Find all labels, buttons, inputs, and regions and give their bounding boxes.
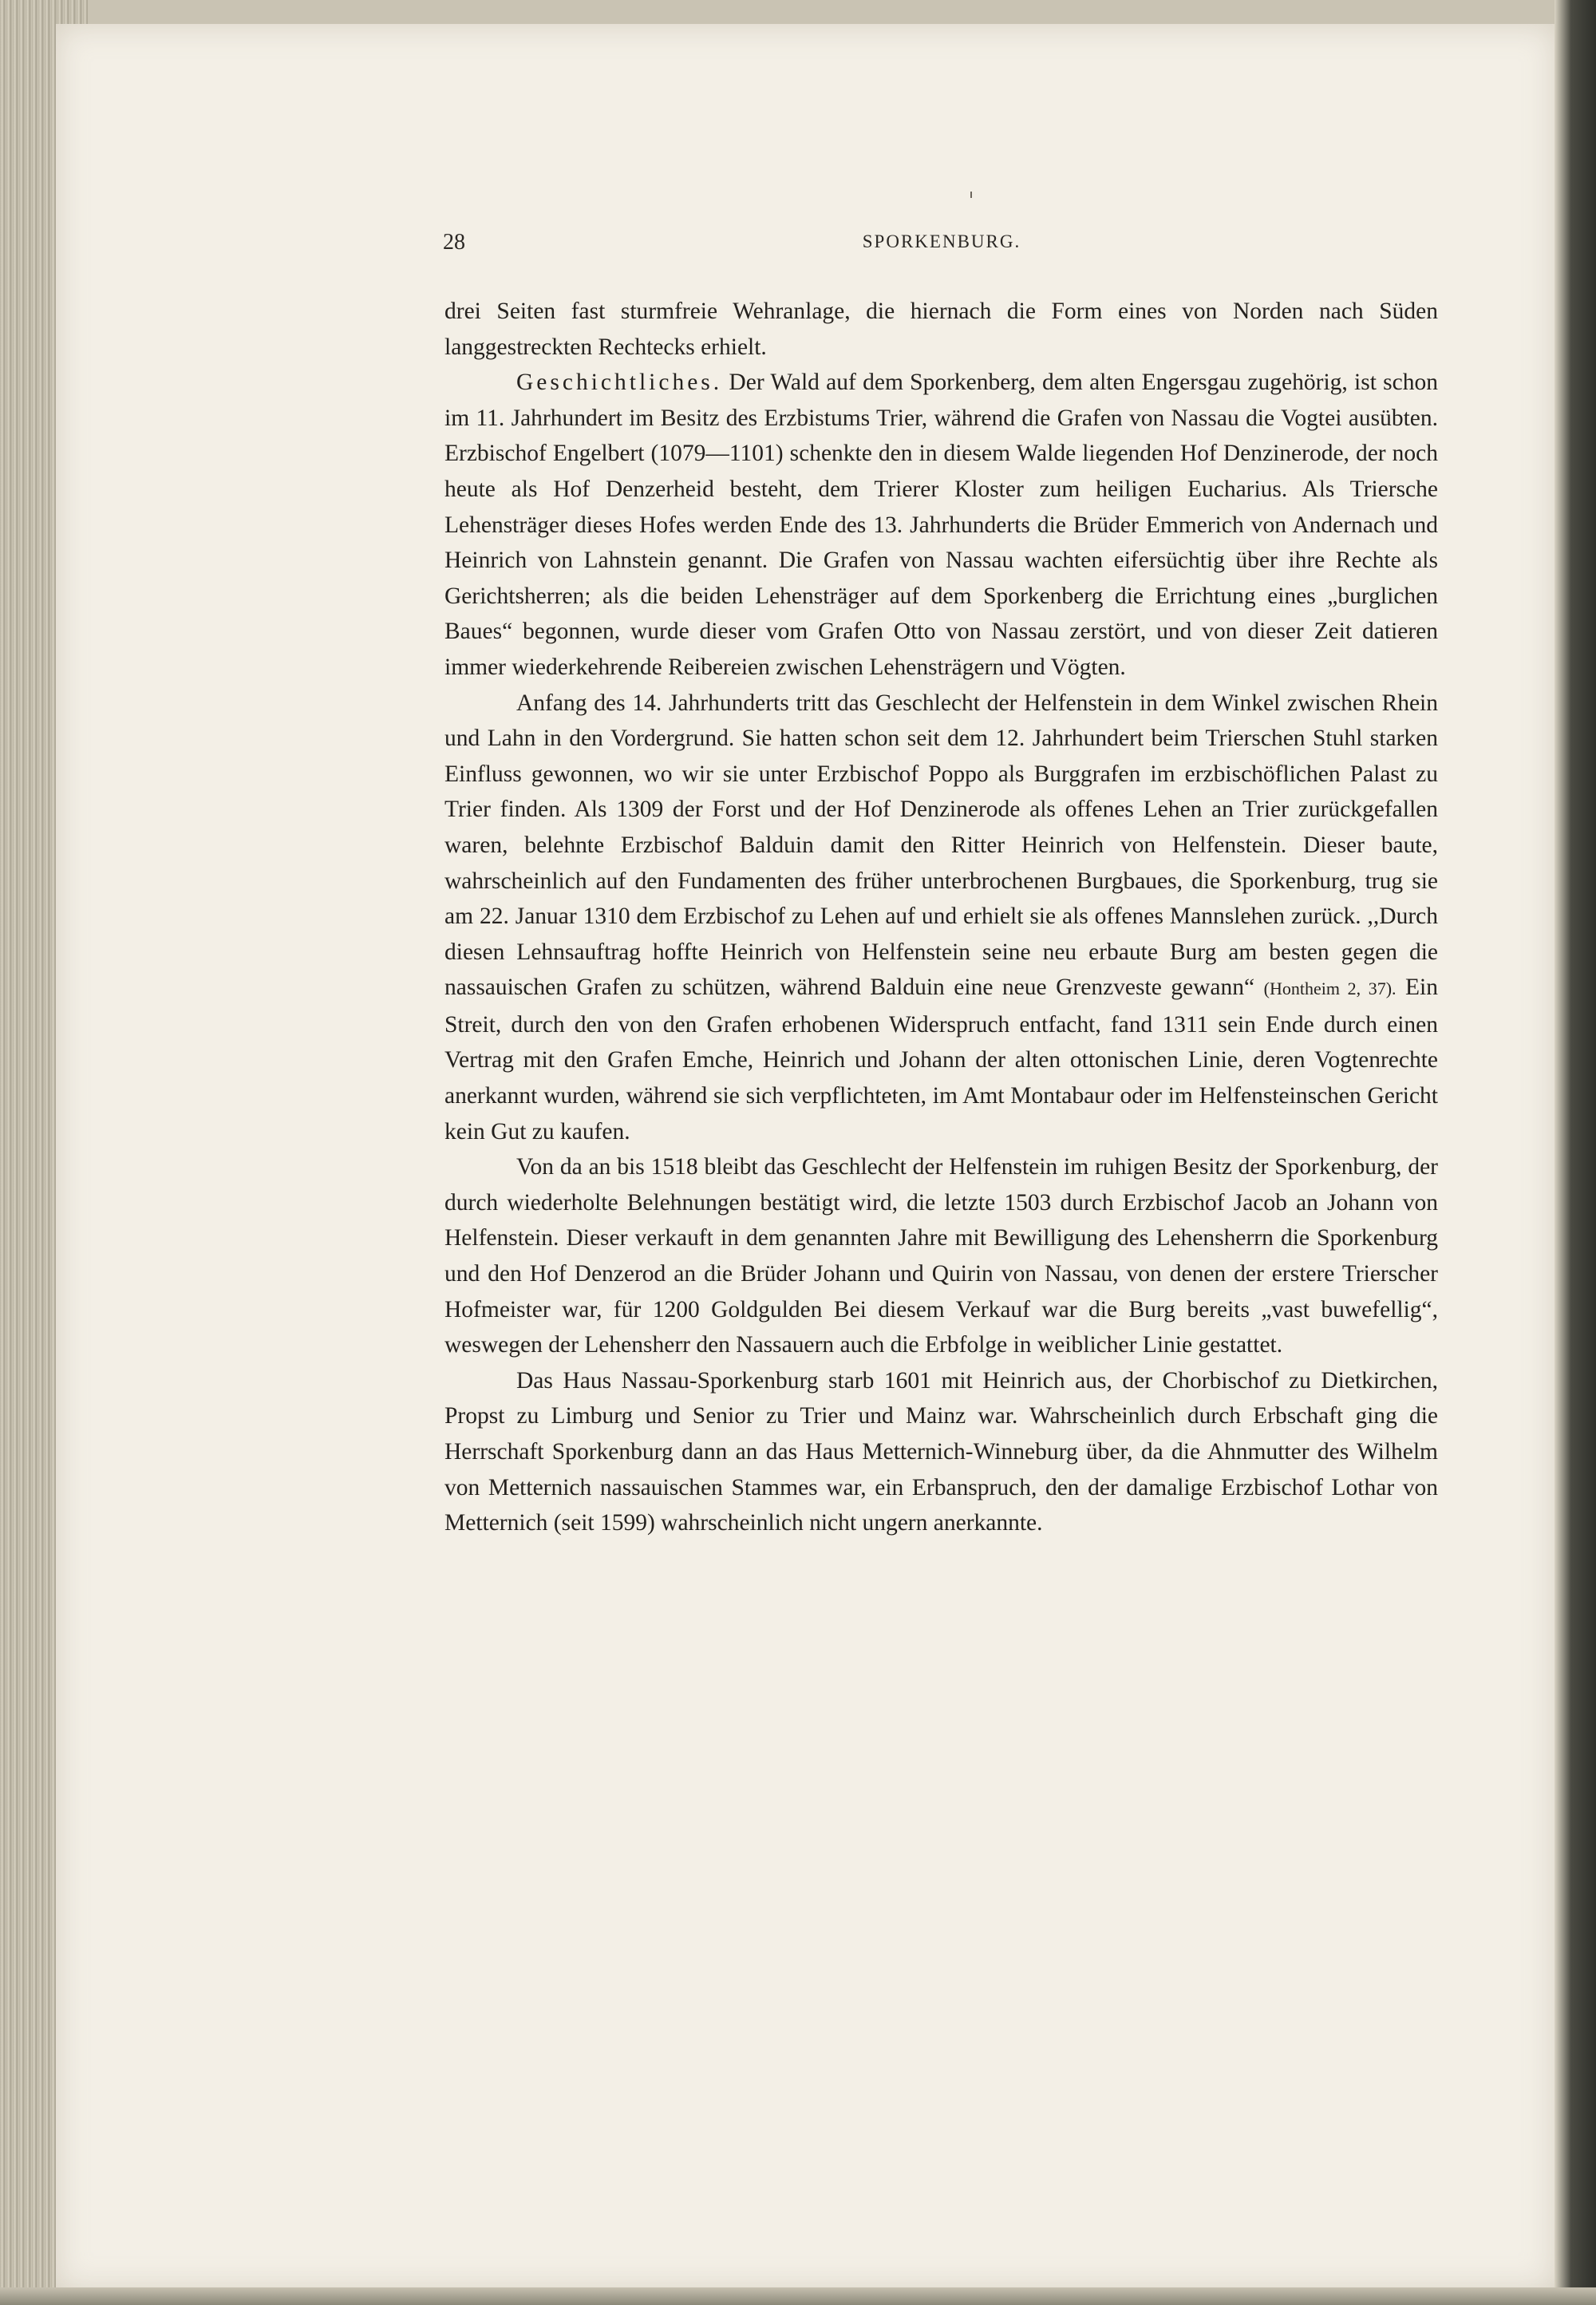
paragraph-2-text: Der Wald auf dem Sporkenberg, dem alten Engersgau zugehörig, ist schon im 11. Jahrhundert im Besitz des Erzbistums Trier, während die Grafen von Nassau die Vogtei ausübten. Erzbischof Engelbert (1079—1101) schenkte den in diesem Walde liegenden Hof Denzinerode, der noch heute als Hof Denzerheid besteht, dem Trierer Kloster zum heiligen Eucharius. Als Triersche Lehensträger dieses Hofes werden Ende des 13. Jahrhunderts die Brüder Emmerich von Andernach und Heinrich von Lahnstein genannt. Die Grafen von Nassau wachten eifersüchtig über ihre Rechte als Gerichtsherren; als die beiden Lehensträger auf dem Sporkenberg die Errichtung eines „burglichen Baues“ begonnen, wurde dieser vom Grafen Otto von Nassau zerstört, und von dieser Zeit datieren immer wiederkehrende Reibereien zwischen Lehensträgern und Vögten. — [444, 370, 1438, 680]
running-head — [443, 230, 1440, 262]
citation: (Hontheim 2, 37). — [1263, 979, 1396, 999]
paragraph-5: Das Haus Nassau-Sporkenburg starb 1601 mit Heinrich aus, der Chorbischof zu Dietkirchen, Propst zu Limburg und Senior zu Trier und Mainz war. Wahrscheinlich durch Erbschaft ging die Herrschaft Sporkenburg dann an das Haus Metternich-Winneburg über, da die Ahnmutter des Wilhelm von Metternich nassauischen Stammes war, ein Erbanspruch, den der damalige Erzbischof Lothar von Metternich (seit 1599) wahrscheinlich nicht ungern anerkannte. — [444, 1367, 1438, 1536]
page-number: 28 — [443, 230, 465, 255]
paragraph-4: Von da an bis 1518 bleibt das Geschlecht der Helfenstein im ruhigen Besitz der Sporkenburg, der durch wiederholte Belehnungen bestätigt wird, die letzte 1503 durch Erzbischof Jacob an Johann von Helfenstein. Dieser verkauft in dem genannten Jahre mit Bewilligung des Lehensherrn die Sporkenburg und den Hof Denzerod an die Brüder Johann und Quirin von Nassau, von denen der erstere Trierscher Hofmeister war, für 1200 Goldgulden Bei diesem Verkauf war die Burg bereits „vast buwefellig“, weswegen der Lehensherr den Nassauern auch die Erbfolge in weiblicher Linie gestattet. — [444, 1154, 1438, 1358]
paragraph-3-text-a: Anfang des 14. Jahrhunderts tritt das Geschlecht der Helfenstein in dem Winkel zwischen Rhein und Lahn in den Vordergrund. Sie hatten schon seit dem 12. Jahrhundert beim Trierschen Stuhl starken Einfluss gewonnen, wo wir sie unter Erzbischof Poppo als Burggrafen im erzbischöflichen Palast zu Trier finden. Als 1309 der Forst und der Hof Denzinerode als offenes Lehen an Trier zurückgefallen waren, belehnte Erzbischof Balduin damit den Ritter Heinrich von Helfenstein. Dieser baute, wahrscheinlich auf den Fundamenten des früher unterbrochenen Burgbaues, die Sporkenburg, trug sie am 22. Januar 1310 dem Erzbischof zu Lehen auf und erhielt sie als offenes Mannslehen zurück. ,,Durch diesen Lehnsauftrag hoffte Heinrich von Helfenstein seine neu erbaute Burg am besten gegen die nassauischen Grafen zu schützen, während Balduin eine neue Grenzveste gewann“ — [444, 690, 1438, 1001]
paragraph-3-text-b: Ein Streit, durch den von den Grafen erhobenen Widerspruch entfacht, fand 1311 sein Ende durch einen Vertrag mit den Grafen Emche, Heinrich und Johann der alten ottonischen Linie, deren Vogtenrechte anerkannt wurden, während sie sich verpflichteten, im Amt Montabaur oder im Helfensteinschen Gericht kein Gut zu kaufen. — [444, 975, 1438, 1145]
book-cover-edge — [1555, 0, 1596, 2305]
bottom-edge — [0, 2287, 1596, 2305]
paragraph-3 — [444, 686, 1438, 1150]
paragraph-2 — [444, 365, 1438, 685]
running-title: SPORKENBURG. — [862, 231, 1021, 251]
print-mark — [970, 192, 972, 198]
section-heading: Geschichtliches. — [516, 370, 723, 396]
paragraph-1: drei Seiten fast sturmfreie Wehranlage, die hiernach die Form eines von Norden nach Süden langgestreckten Rechtecks erhielt. — [444, 299, 1438, 360]
body-text — [444, 294, 1438, 1541]
